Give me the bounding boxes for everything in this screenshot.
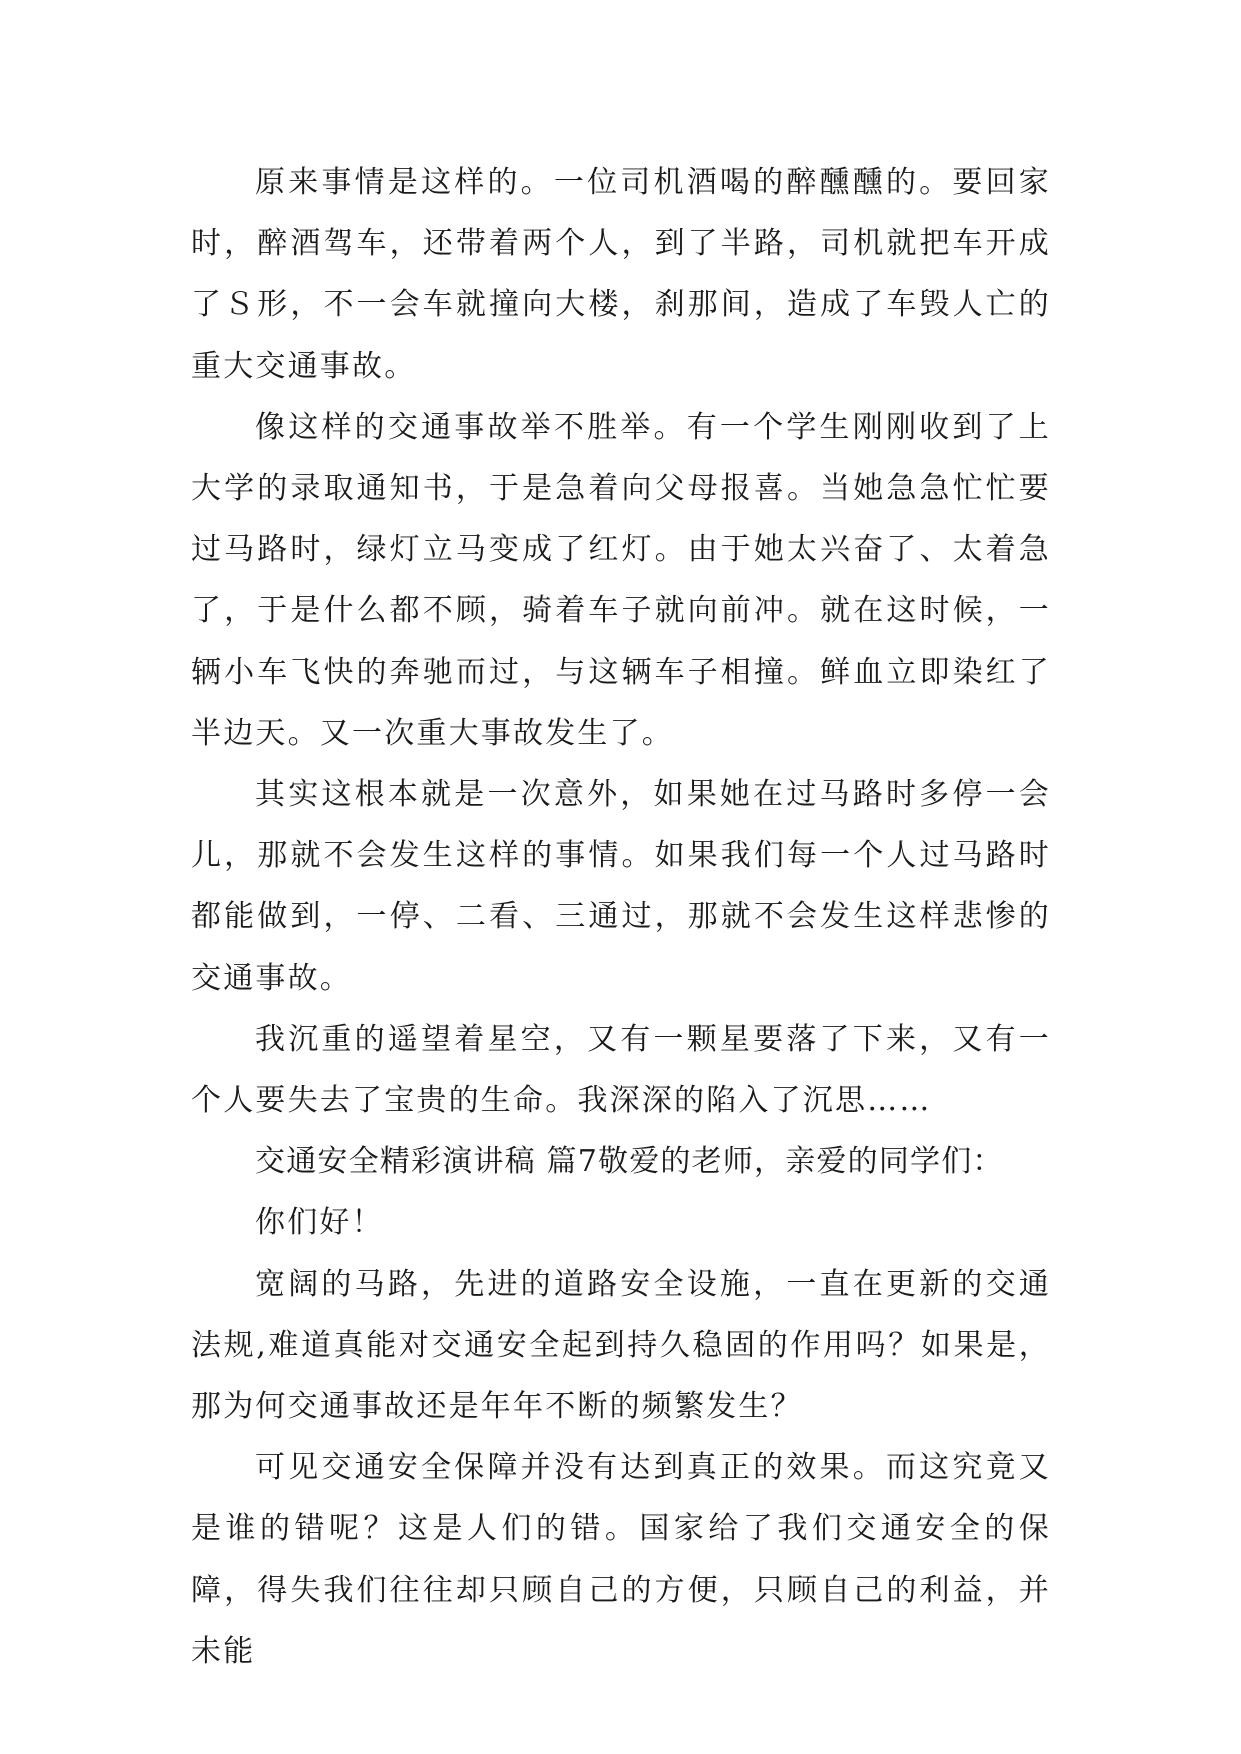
paragraph-student-accident: 像这样的交通事故举不胜举。有一个学生刚刚收到了上大学的录取通知书，于是急着向父母报喜。当她急急忙忙要过马路时，绿灯立马变成了红灯。由于她太兴奋了、太着急了，于是什么都不顾，骑着车子就向前冲。就在这时候，一辆小车飞快的奔驰而过，与这辆车子相撞。鲜血立即染红了半边天。又一次重大事故发生了。 <box>191 409 1051 751</box>
greeting-line: 你们好！ <box>255 1205 384 1241</box>
paragraph-drunk-driving-story: 原来事情是这样的。一位司机酒喝的醉醺醺的。要回家时，醉酒驾车，还带着两个人，到了半路，司机就把车开成了Ｓ形，不一会车就撞向大楼，刹那间，造成了车毁人亡的重大交通事故。 <box>191 165 1051 384</box>
paragraph-road-safety-question: 宽阔的马路，先进的道路安全设施，一直在更新的交通法规,难道真能对交通安全起到持久稳固的作用吗？如果是，那为何交通事故还是年年不断的频繁发生？ <box>191 1266 1051 1425</box>
paragraph-reflection: 其实这根本就是一次意外，如果她在过马路时多停一会儿，那就不会发生这样的事情。如果我们每一个人过马路时都能做到，一停、二看、三通过，那就不会发生这样悲惨的交通事故。 <box>191 777 1051 996</box>
document-body <box>191 152 1051 1682</box>
paragraph-whose-fault: 可见交通安全保障并没有达到真正的效果。而这究竟又是谁的错呢？这是人们的错。国家给了我们交通安全的保障，得失我们往往却只顾自己的方便，只顾自己的利益，并未能 <box>191 1450 1051 1669</box>
paragraph-stargazing: 我沉重的遥望着星空，又有一颗星要落了下来，又有一个人要失去了宝贵的生命。我深深的陷入了沉思…… <box>191 1021 1051 1119</box>
speech-heading-salutation: 交通安全精彩演讲稿 篇7敬爱的老师，亲爱的同学们： <box>255 1144 1004 1180</box>
